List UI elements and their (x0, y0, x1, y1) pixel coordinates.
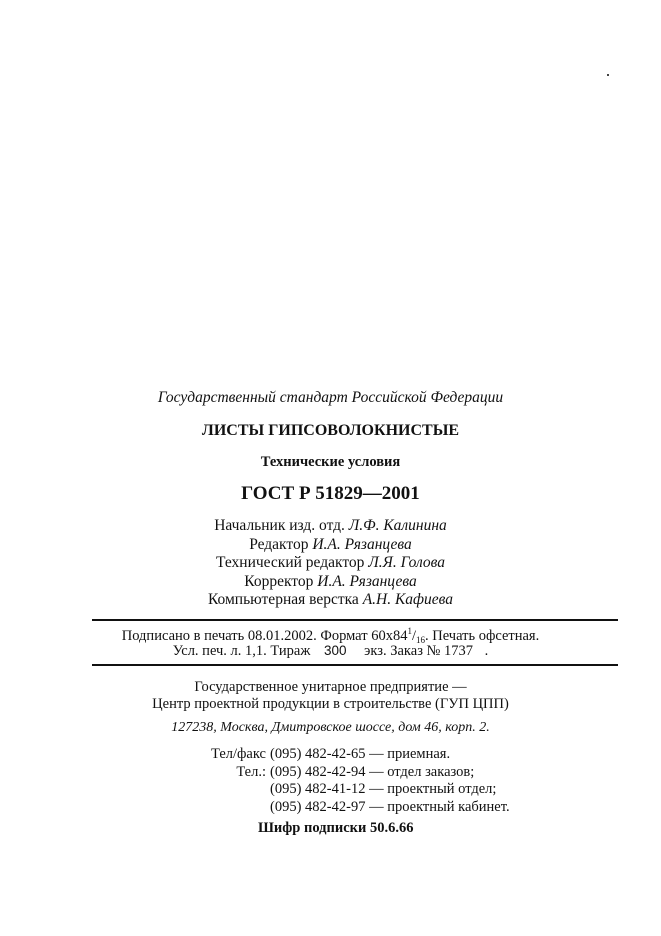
format-sub: 16 (415, 635, 425, 645)
standard-designation: ГОСТ Р 51829—2001 (241, 483, 420, 504)
phone-list (191, 746, 510, 816)
phone-label (191, 781, 270, 799)
imprint-signed: Подписано в печать 08.01.2002. Формат 60x84 (121, 628, 408, 644)
credit-role: Редактор (249, 535, 309, 553)
credit-role: Технический редактор (215, 554, 365, 571)
phone-label: Тел/факс (211, 746, 266, 762)
credit-role: Корректор (244, 572, 314, 590)
subscription-code: Шифр подписки 50.6.66 (258, 820, 414, 836)
credit-line (0, 573, 661, 592)
imprint-sheets: Усл. печ. л. 1,1. Тираж (172, 643, 311, 659)
credits-block (0, 517, 661, 610)
publisher-address: 127238, Москва, Дмитровское шоссе, дом 46, корп. 2. (171, 720, 490, 735)
credit-name: И.А. Рязанцева (317, 572, 417, 590)
credit-line (0, 517, 661, 536)
credit-role: Начальник изд. отд. (214, 517, 345, 534)
credit-line (0, 591, 661, 610)
phone-number: (095) 482-42-94 (270, 763, 366, 780)
print-run: 300 (324, 643, 347, 658)
format-slash: / (411, 628, 416, 644)
order-number: экз. Заказ № 1737 (364, 643, 473, 659)
credit-line (0, 554, 661, 573)
phone-number: (095) 482-42-97 (270, 798, 366, 815)
scan-speck (607, 74, 609, 76)
format-sup: 1 (407, 626, 412, 636)
credit-line (0, 536, 661, 555)
phone-number: (095) 482-42-65 (270, 746, 366, 762)
phone-desc: — проектный кабинет. (369, 798, 510, 815)
phone-label (191, 799, 270, 817)
phone-desc: — проектный отдел; (369, 781, 497, 797)
credit-name: А.Н. Кафиева (362, 591, 454, 608)
phone-number: (095) 482-41-12 (270, 781, 366, 797)
phone-row (191, 799, 510, 817)
credit-name: Л.Ф. Калинина (348, 517, 447, 534)
phone-desc: — отдел заказов; (369, 763, 475, 780)
top-divider (92, 619, 618, 621)
document-title: ЛИСТЫ ГИПСОВОЛОКНИСТЫЕ (201, 422, 460, 439)
credit-name: И.А. Рязанцева (312, 535, 412, 553)
bottom-divider (92, 664, 618, 666)
credit-name: Л.Я. Голова (368, 554, 446, 571)
phone-row (191, 781, 510, 799)
phone-row (191, 746, 510, 764)
document-subtitle: Технические условия (260, 454, 401, 470)
publisher-line-2: Центр проектной продукции в строительстве (ГУП ЦПП) (152, 696, 509, 712)
order-end: . (484, 643, 489, 659)
phone-desc: — приемная. (369, 746, 451, 762)
publisher-line-1: Государственное унитарное предприятие — (194, 679, 467, 695)
series-line: Государственный стандарт Российской Федерации (157, 389, 504, 406)
imprint-print-type: . Печать офсетная. (424, 628, 540, 644)
credit-role: Компьютерная верстка (207, 591, 359, 608)
phone-label: Тел.: (236, 763, 266, 780)
imprint-line-2 (0, 643, 661, 660)
phone-row (191, 764, 510, 782)
